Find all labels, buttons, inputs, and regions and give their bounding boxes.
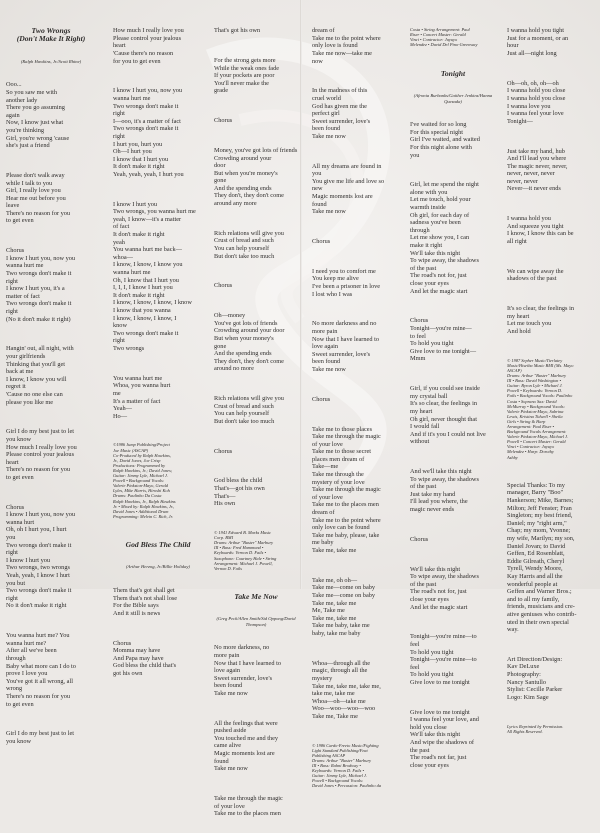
song-writers: (Afronia Burbanks/Gaither Jenkins/Hanna Quezada) <box>413 93 494 104</box>
verse-37: I wanna hold you tight Just for a moment, or an hour Just all—night long <box>507 27 569 57</box>
chorus-label: Chorus <box>312 238 331 246</box>
art-credits: Art Direction/Design: Kav DeLuxe Photography: Nancy Santullo Stylist: Cecille Parker Logo: Kim Sage <box>507 655 563 701</box>
verse-27: Take me to those places Take me through the magic of your love Take me to those secret places men dream of Take—me Take me through the mystery of your love Take me through the magic of your love Take me to the places men dream of Take me to the point where only love can be found Take me baby, please, take me baby Take me, take me <box>312 425 381 554</box>
verse-39: Just take my hand, hub And I'll lead you where The magic never, never, never, never, never never, never Never—it never ends <box>507 147 568 193</box>
verse-12: That's got his own <box>214 27 261 35</box>
verse-38: Oh—oh, oh, oh—oh I wanna hold you close I wanna hold you close I wanna love you I wanna feel your love Tonight— <box>507 79 566 125</box>
verse-34: We'll take this night To wipe away, the shadows of the past The road's not for, just close your eyes And let the magic start <box>410 565 479 611</box>
verse-40: I wanna hold you And squeeze you tight I know, I know this can be all right <box>507 215 574 246</box>
chorus-label: Chorus <box>214 117 233 125</box>
verse-24: All my dreams are found in you You give me life and love so new Magic moments lost are found Take me now <box>312 162 385 216</box>
verse-5: You wanna hurt me? You wanna hurt me? After all we've been through Baby what more can I do to prove I love you You've got it all wrong, all wrong There's no reason for you to get even <box>6 632 76 708</box>
verse-31: Girl, let me spend the night alone with you Let me touch, hold your warmth inside Oh girl, for each day of sadness you've been through Let me show you, I can make it right We'll take this night To wipe away, the shadows of the past The road's not for, just close your eyes And let the magic start <box>410 181 479 295</box>
verse-35: Tonight—you're mine—to feel To hold you tight Tonight—you're mine—to feel To hold you tight Give love to me tonight <box>410 633 477 686</box>
verse-1: Ooo... So you saw me with another lady There you go assuming again Now, I know just what you're thinking Girl, you're wrong 'cause she's just a friend <box>6 81 70 150</box>
chorus-label: Chorus <box>214 282 233 290</box>
verse-14: Money, you've got lots of friends Crowding around your door But when you're money's gone And the spending ends They don't, they don't come around any more <box>214 146 298 208</box>
song-credits: © 1941 Edward B. Marks Music Corp. BMI Drums: Arthur "Buster" Marbury III • Bass: Fred Hammond • Keyboards: Vernon D. Fails • Saxophone: Courtney Hale • String Arrangement: Michael J. Powell, Vernon D. Fails <box>214 530 277 571</box>
chorus-label: Chorus <box>214 447 233 455</box>
song-title-two-wrongs: Two Wrongs (Don't Make It Right) <box>16 26 86 44</box>
lyrics-column-2 <box>113 12 203 693</box>
song-credits: ©1986 Jump Publishing/Project Joe Music (ASCAP) Co-Produced by Ralph Hawkins, Jr., David Jones, Joe Crisp Productions: Programmed by Ralph Hawkins, Jr.; David Jones; Guitar: Jimmy Lyle, Michael J. Powell • Background Vocals: Valerie Pinkston-Mayo, Gerald Lyles, Mike Harris, Hiroshi Koh Drums: Paulinho Da Costa Ralph Hawkins, Jr., Ralph Hawkins Jr. • Mixed by: Ralph Hawkins, Jr., David Jones • Additional Drum Programming: Melvin C. Rich, Jr. <box>113 442 176 519</box>
song-title-tonight: Tonight <box>440 68 466 78</box>
lyrics-column-1 <box>6 12 96 761</box>
song-title-take-me-now: Take Me Now <box>234 591 278 601</box>
verse-36: Give love to me tonight I wanna feel your love, and hold you close We'll take this night And wipe the shadows of the past The road's not far, just close your eyes <box>410 708 479 769</box>
verse-13: For the strong gets more While the weak ones fade If your pockets are poor You'll never make the grade <box>214 56 280 95</box>
verse-41: We can wipe away the shadows of the past <box>507 267 564 283</box>
reprint-notice: Lyrics Reprinted by Permission. All Rights Reserved. <box>507 723 564 734</box>
verse-10: You wanna hurt me Whoa, you wanna hurt me It's a matter of fact Yeah— Ho— <box>113 374 171 420</box>
verse-33: And we'll take this night To wipe away, the shadows of the past Just take my hand I'll lead you where, the magic never ends <box>410 468 479 514</box>
lyrics-column-4 <box>312 12 402 804</box>
song-writers: (Ralph Hawkins, Jr./Scott Rhine) <box>20 58 82 64</box>
song-title-god-bless-the-child: God Bless The Child <box>125 540 191 550</box>
chorus-label: Chorus <box>312 395 331 403</box>
verse-29: Whoa—through all the magic, through all the mystery Take me, take me, take me, take me, take me Whoa—oh—take me Woo—woo—woo—woo Take me, Take me <box>312 659 381 720</box>
chorus-1: Chorus I know I hurt you, now you wanna hurt me Two wrongs don't make it right I know I hurt you, it's a matter of fact Two wrongs don't make it right (No it don't make it right) <box>6 247 76 323</box>
verse-8: I know I hurt you, now you wanna hurt me Two wrongs don't make it right I—ooo, it's a matter of fact Two wrongs don't make it right I hurt you, hurt you Oh—I hurt you I know that I hurt you It don't make it right Yeah, yeah, yeah, I hurt you <box>113 87 184 178</box>
chorus-label: Chorus <box>410 535 429 543</box>
song-credits: © 1986 Cardo-Freeto Music/Fighting Light Standard Publishing/Feat Publishing ASCAP Drums: Arthur "Buster" Marbury III • Bass: Rahni Brodway • Keyboards: Vernon D. Fails • Guitar: Jimmy Lyle, Michael J. Powell • Background Vocals: David Jones • Percussion: Paulinho da <box>312 742 382 789</box>
verse-11: Them that's got shall get Them that's not shall lose For the Bible says And it still is news <box>113 587 178 617</box>
chorus-2: Chorus I know I hurt you, now you wanna hurt Oh, oh I hurt you, I hurt you Two wrongs don't make it right I know I hurt you Two wrongs, two wrongs Yeah, yeah, I know I hurt you but Two wrongs don't make it right No it don't make it right <box>6 503 76 610</box>
page-fold <box>300 0 302 589</box>
verse-21: Take me through the magic of your love Take me to the places men <box>214 795 283 818</box>
verse-25: I need you to comfort me You keep me alive I've been a prisoner in love I lost who I was <box>312 267 381 298</box>
song-credits: © 1987 Sepher Music/Tierlatey Music/Hiseiba Music BMI (Ms. Mayo ASCAP) Drums: Arthur "Buster" Marbury III • Bass: David Washington • Guitar: Byron Lyle • Michael J. Powell • Keyboards: Vernon D. Fails • Background Vocals: Paulinho Costa • Soprano Sax: David McMurray • Background Vocals: Valerie Pinkston-Mayo, Sabrina Lewis, Kristina Tidwell • Sheila Girls • String & Harp Arrangement: Paul Riser • Background Vocals Arrangement: Valerie Pinkston-Mayo, Michael J. Powell • Concert Master: Gerald Vinci • Contractor: Jayuyo Melendez • Harp: Dorothy Ashby <box>507 357 574 460</box>
verse-3: Hangin' out, all night, with your girlfriends Thinking that you'll get back at me I know, I know you will regret it 'Cause no one else can please you like me <box>6 345 74 406</box>
song-writers: (Arthur Herzog, Jr./Billie Holiday) <box>126 564 190 570</box>
verse-22: dream of Take me to the point where only love is found Take me now—take me now <box>312 27 381 65</box>
chorus-4: Chorus Tonight—you're mine— to feel To hold you tight Give love to me tonight— Mmm <box>410 317 477 363</box>
verse-18: God bless the child That's—got his own That's— His own <box>214 477 265 508</box>
verse-15: Rich relations will give you Crust of bread and such You can help yourself But don't take too much <box>214 229 284 260</box>
lyrics-column-3 <box>214 12 298 833</box>
verse-42: It's so clear, the feelings in my heart Let me touch you And hold <box>507 305 574 335</box>
song-credits: Costa • String Arrangement: Paul Riser • Concert Master: Gerald Vinci • Contractor: Jayuyo Melendez • David Del Pino-Greenway <box>410 27 478 48</box>
verse-16: Oh—money You've got lots of friends Crowding around your door But when your money's gone And the spending ends They don't, they don't come around no more <box>214 312 285 373</box>
verse-2: Please don't walk away while I talk to you Girl, I really love you Hear me out before you leave There's no reason for you to get even <box>6 171 71 225</box>
verse-20: All the feelings that were pushed aside You touched me and they came alive Magic moments lost are found Take me now <box>214 719 279 773</box>
chorus-3: Chorus Momma may have And Papa may have God bless the child that's got his own <box>113 639 177 677</box>
verse-6: Girl I do my best just to let you know <box>6 730 75 745</box>
song-writers: (Greg Peck/Allen Smith/Sid Oppong/David Thompson) <box>216 616 297 627</box>
verse-23: In the madness of this cruel world God has given me the perfect girl Sweet surrender, love's been found Take me now <box>312 87 371 140</box>
special-thanks: Special Thanks: To my manager, Barry "Boo" Hankerson; Mike, Barnes; Milton; Jeff Fenster; Fran Singleton; my best friend, Daniel; my "right arm," Chap; my mom, Yvonne; my wife, Marilyn; my son, Daniel Jovan; to David Geffen, Ed Rosenblatt, Eddie Gilreath, Cheryl Tyrell, Wendy Moore, Kay Harris and all the wonderful people at Geffen and Warner Bros.; and to all my family, friends, musicians and cre- ative geniuses who contrib- uted in their own special way. <box>507 481 577 634</box>
lyrics-column-6 <box>507 12 595 749</box>
verse-7: How much I really love you Please control your jealous heart 'Cause there's no reason for you to get even <box>113 27 184 65</box>
verse-28: Take me, oh oh— Take me—come on baby Take me—come on baby Take me, take me Me, Take me Take me, take me Take me baby, take me baby, take me baby <box>312 576 376 637</box>
lyrics-column-5 <box>410 12 496 785</box>
verse-9: I know I hurt you Two wrongs, you wanna hurt me yeah, I know—it's a matter of fact It don't make it right yeah You wanna hurt me back— whoa— I know, I know, I know you wanna hurt me Oh, I know that I hurt you I, I, I, I know I hurt you It don't make it right I know, I know, I know, I know I know that you wanna I know, I know, I know, I know Two wrongs don't make it right Two wrongs <box>113 200 196 352</box>
verse-4: Girl I do my best just to let you know How much I really love you Please control your jealous heart There's no reason for you to get even <box>6 428 77 481</box>
verse-19: No more darkness, no more pain Now that I have learned to love again Sweet surrender, love's been found Take me now <box>214 644 281 697</box>
verse-30: I've waited for so long For this special night Girl I've waited, and waited For this night alone with you <box>410 121 480 159</box>
verse-32: Girl, if you could see inside my crystal ball It's so clear, the feelings in my heart Oh girl, never thought that I would fall And if it's you I could not live without <box>410 385 486 446</box>
verse-17: Rich relations will give you Crust of bread and such You can help yourself But don't take too much <box>214 395 284 425</box>
verse-26: No more darkness and no more pain Now that I have learned to love again Sweet surrender, love's been found Take me now <box>312 320 379 373</box>
